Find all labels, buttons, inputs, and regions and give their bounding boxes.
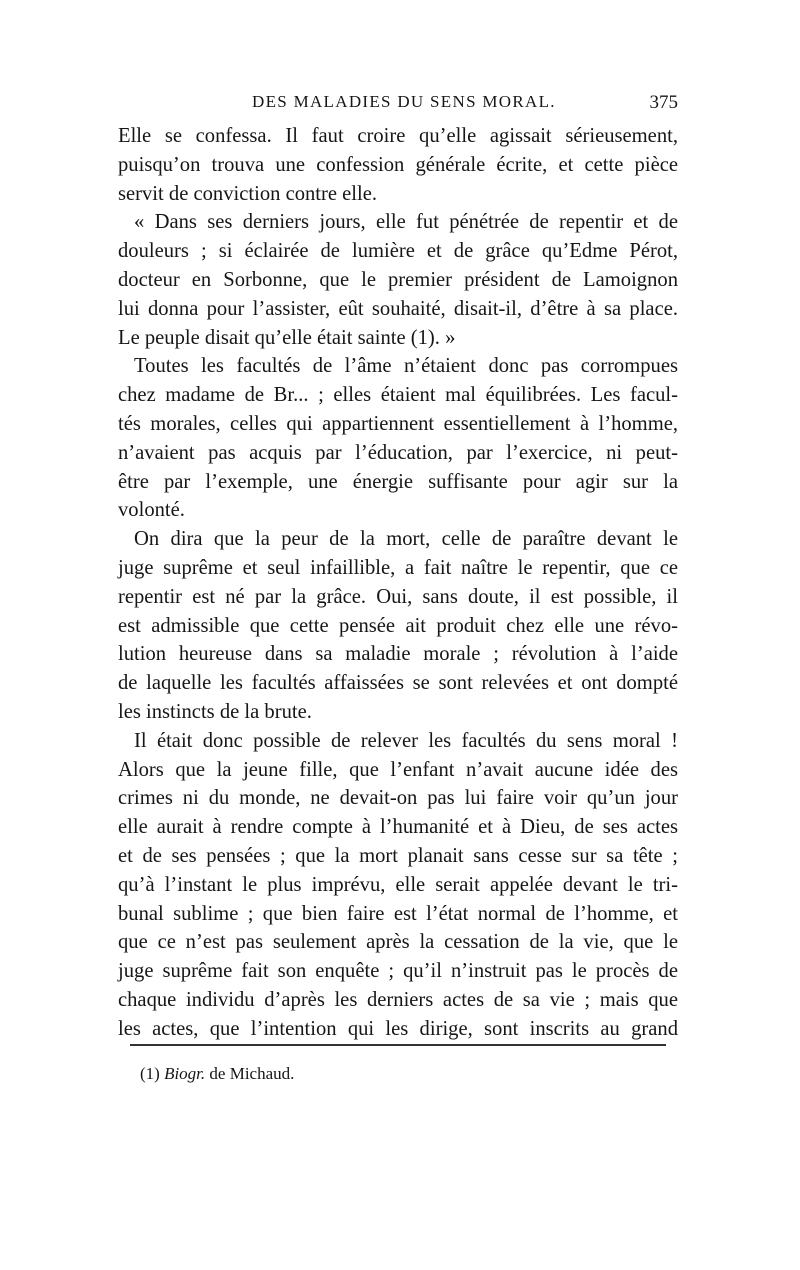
text-line: Toutes les facultés de l’âme n’étaient donc pas corrompues [134, 355, 678, 378]
page-number: 375 [649, 92, 678, 113]
text-line: qu’à l’instant le plus imprévu, elle serait appelée devant le tri- [118, 873, 678, 896]
text-line: servit de conviction contre elle. [118, 182, 378, 205]
text-line: Elle se confessa. Il faut croire qu’elle agissait sérieusement, [118, 125, 678, 147]
text-line: et de ses pensées ; que la mort planait sans cesse sur sa tête ; [118, 844, 678, 867]
text-line: tés morales, celles qui appartiennent essentiellement à l’homme, [118, 412, 678, 435]
text-line: juge suprême et seul infaillible, a fait naître le repentir, que ce [118, 556, 678, 579]
text-line: On dira que la peur de la mort, celle de paraître devant le [134, 528, 678, 551]
text-line: chaque individu d’après les derniers actes de sa vie ; mais que [118, 988, 678, 1011]
text-line: « Dans ses derniers jours, elle fut pénétrée de repentir et de [134, 211, 678, 234]
text-line: Le peuple disait qu’elle était sainte (1). » [118, 326, 456, 349]
footnote [140, 1064, 294, 1084]
footnote-text: de Michaud. [209, 1064, 295, 1083]
text-line: repentir est né par la grâce. Oui, sans doute, il est possible, il [118, 585, 678, 608]
body-text [118, 122, 678, 1044]
footnote-rule [130, 1044, 666, 1046]
text-line: est admissible que cette pensée ait produit chez elle une révo- [118, 614, 678, 637]
text-line: de laquelle les facultés affaissées se sont relevées et ont dompté [118, 672, 678, 695]
footnote-marker: (1) [140, 1064, 160, 1083]
text-line: bunal sublime ; que bien faire est l’état normal de l’homme, et [118, 902, 678, 925]
text-line: que ce n’est pas seulement après la cessation de la vie, que le [118, 931, 678, 954]
text-line: puisqu’on trouva une confession générale écrite, et cette pièce [118, 153, 678, 176]
text-line: n’avaient pas acquis par l’éducation, par l’exercice, ni peut- [118, 441, 678, 464]
text-line: lution heureuse dans sa maladie morale ; révolution à l’aide [118, 643, 678, 666]
text-line: Alors que la jeune fille, que l’enfant n’avait aucune idée des [118, 758, 678, 781]
text-line: juge suprême fait son enquête ; qu’il n’instruit pas le procès de [118, 960, 678, 983]
text-line: Il était donc possible de relever les facultés du sens moral ! [134, 729, 678, 752]
footnote-italic-text: Biogr. [164, 1064, 206, 1083]
text-line: elle aurait à rendre compte à l’humanité et à Dieu, de ses actes [118, 816, 678, 839]
running-title: DES MALADIES DU SENS MORAL. [252, 92, 556, 111]
text-line: volonté. [118, 499, 185, 522]
text-line: lui donna pour l’assister, eût souhaité, disait-il, d’être à sa place. [118, 297, 678, 320]
text-line: chez madame de Br... ; elles étaient mal équilibrées. Les facul- [118, 384, 678, 407]
page-header [132, 92, 678, 118]
text-line: crimes ni du monde, ne devait-on pas lui faire voir qu’un jour [118, 787, 678, 810]
text-line: les actes, que l’intention qui les dirige, sont inscrits au grand [118, 1017, 678, 1040]
text-line: douleurs ; si éclairée de lumière et de grâce qu’Edme Pérot, [118, 240, 678, 263]
text-line: être par l’exemple, une énergie suffisante pour agir sur la [118, 470, 678, 493]
text-line: docteur en Sorbonne, que le premier président de Lamoignon [118, 268, 678, 291]
text-line: les instincts de la brute. [118, 700, 312, 723]
